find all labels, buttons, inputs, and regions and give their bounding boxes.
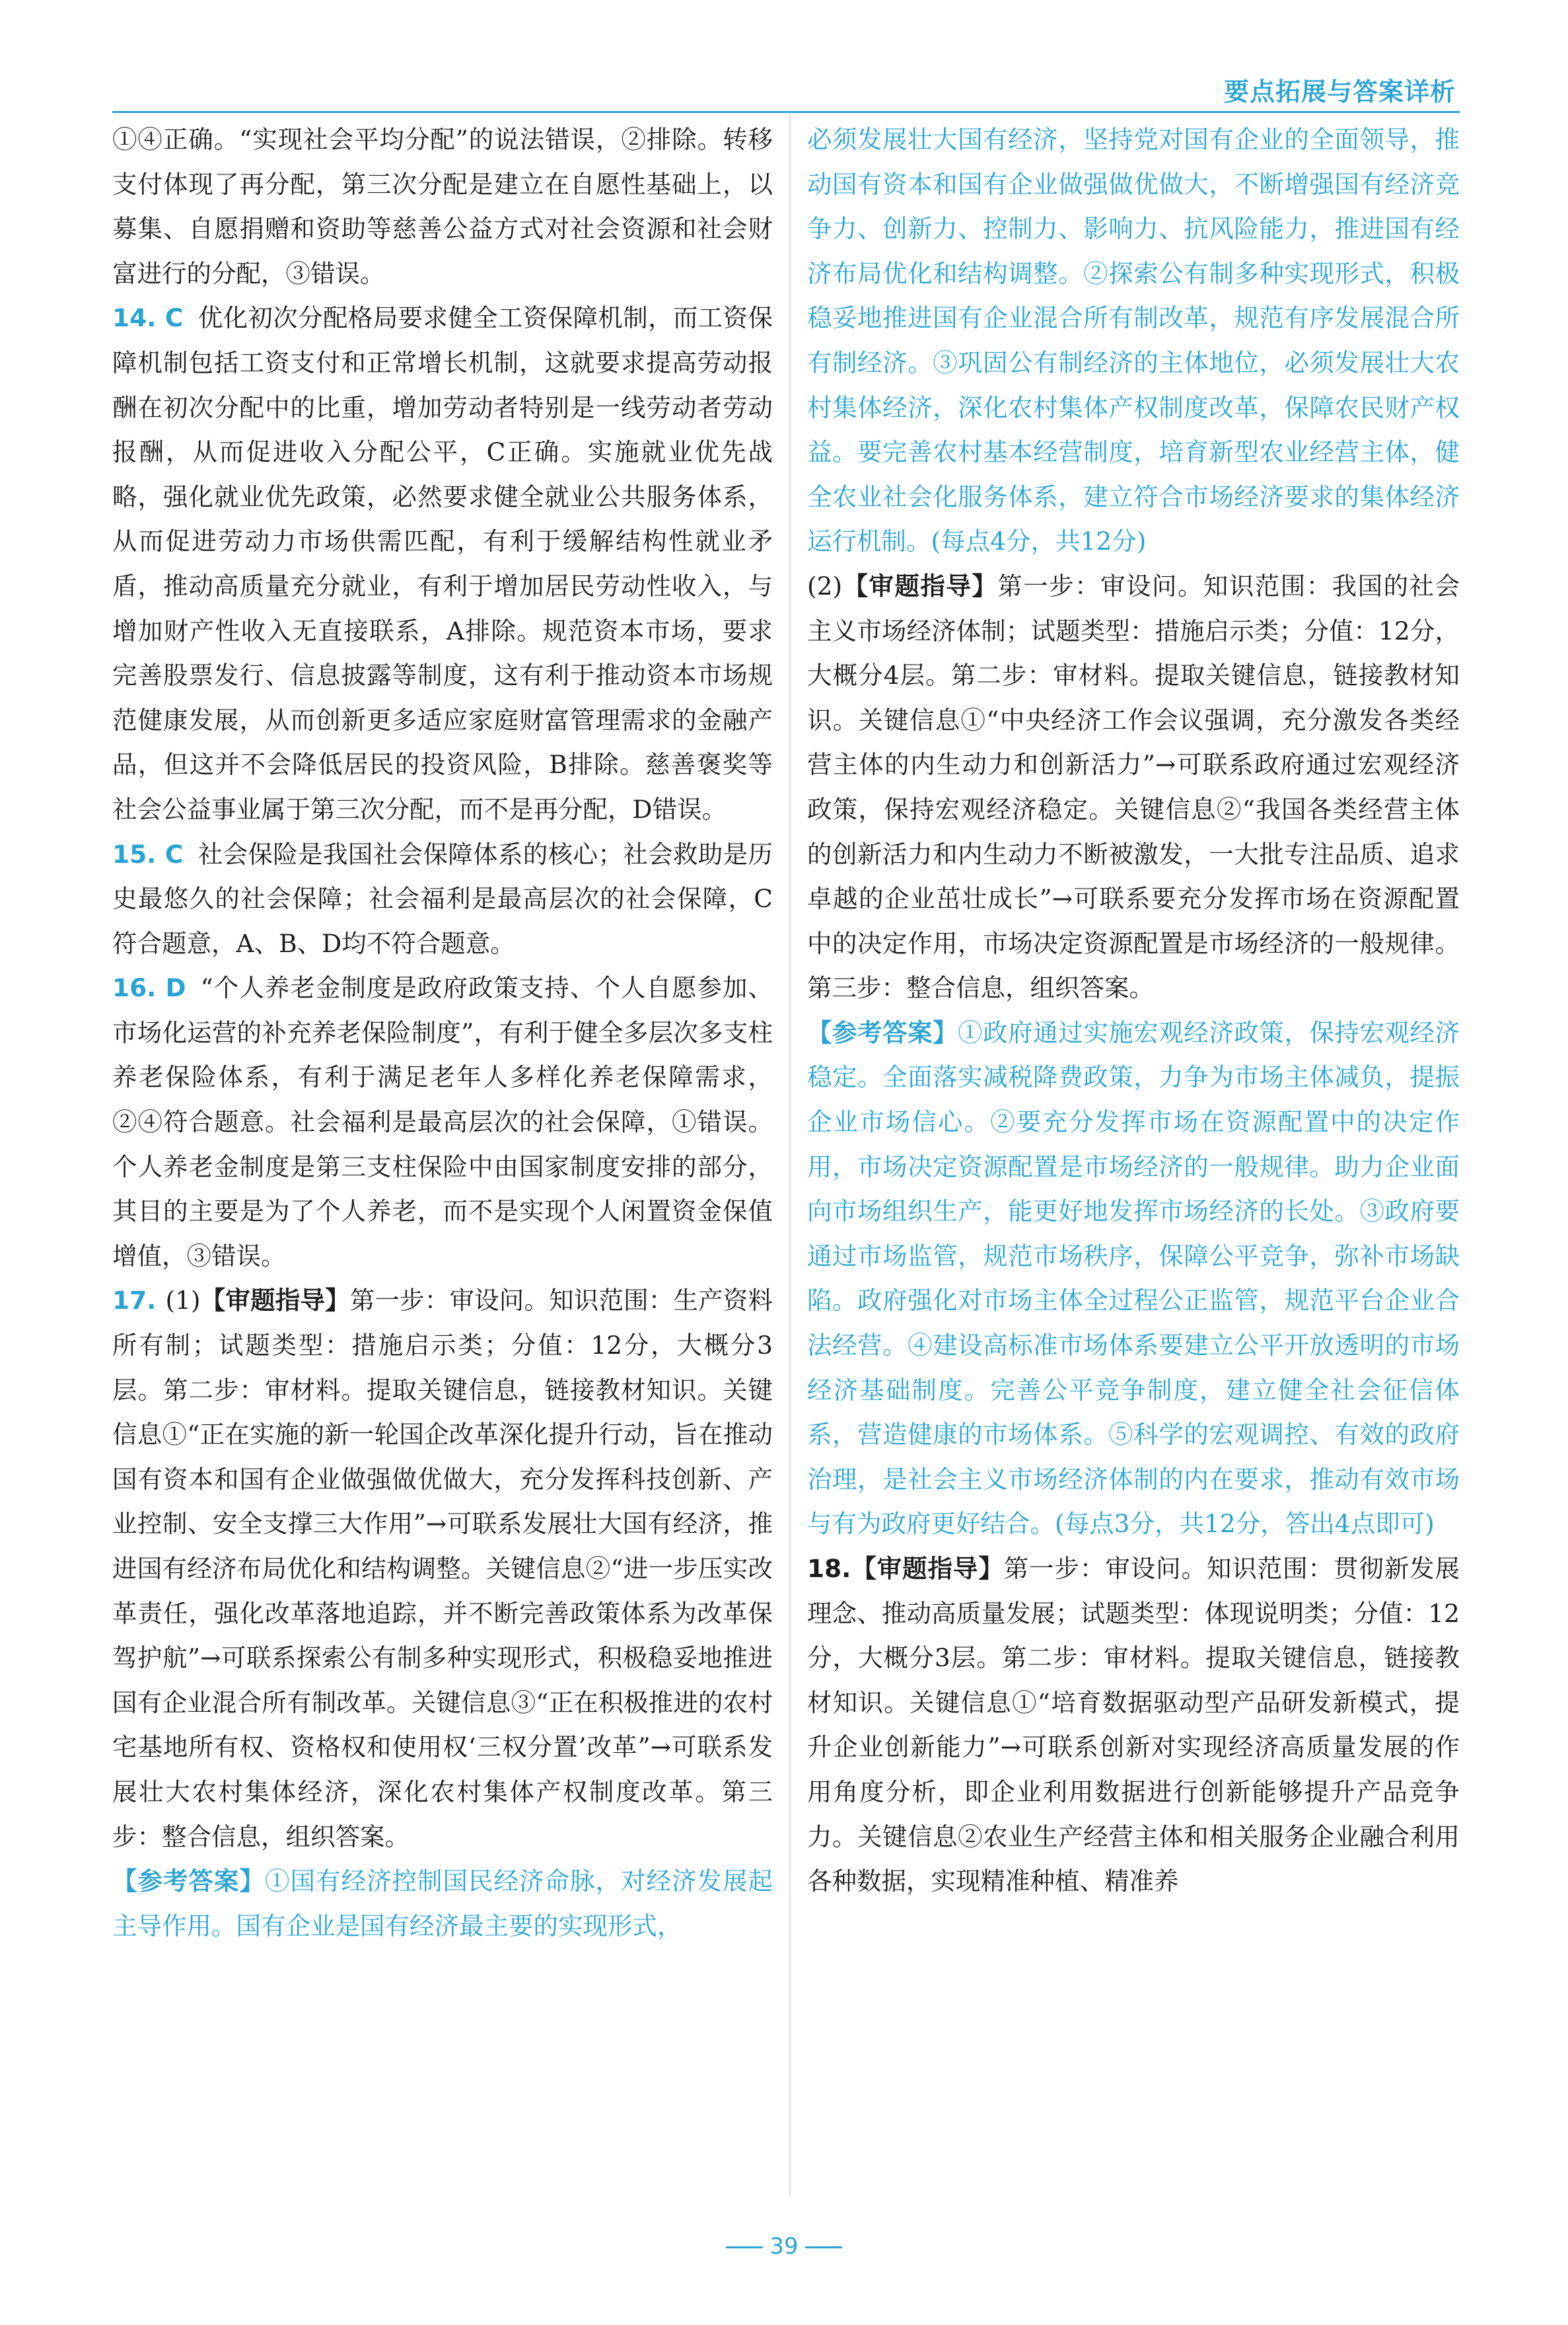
page-number-footer <box>0 2233 1568 2260</box>
question-text: 优化初次分配格局要求健全工资保障机制，而工资保障机制包括工资支付和正常增长机制，这就要求提高劳动报酬在初次分配中的比重，增加劳动者特别是一线劳动者劳动报酬，从而促进收入分配公平，C正确。实施就业优先战略，强化就业优先政策，必然要求健全就业公共服务体系，从而促进劳动力市场供需匹配，有利于缓解结构性就业矛盾，推动高质量充分就业，有利于增加居民劳动性收入，与增加财产性收入无直接联系，A排除。规范资本市场，要求完善股票发行、信息披露等制度，这有利于推动资本市场规范健康发展，从而创新更多适应家庭财富管理需求的金融产品，但这并不会降低居民的投资风险，B排除。慈善褒奖等社会公益事业属于第三次分配，而不是再分配，D错误。 <box>112 303 773 824</box>
guide-tag: 【审题指导】 <box>851 1554 1004 1583</box>
question-number: 18. <box>807 1554 851 1583</box>
question-17-2 <box>807 564 1460 1011</box>
question-17 <box>112 1278 773 1859</box>
guide-text: 第一步：审设问。知识范围：生产资料所有制；试题类型：措施启示类；分值：12分，大概分3层。第二步：审材料。提取关键信息，链接教材知识。关键信息①“正在实施的新一轮国企改革深化提升行动，旨在推动国有资本和国有企业做强做优做大，充分发挥科技创新、产业控制、安全支撑三大作用”→可联系发展壮大国有经济，推进国有经济布局优化和结构调整。关键信息②“进一步压实改革责任，强化改革落地追踪，并不断完善政策体系为改革保驾护航”→可联系探索公有制多种实现形式，积极稳妥地推进国有企业混合所有制改革。关键信息③“正在积极推进的农村宅基地所有权、资格权和使用权‘三权分置’改革”→可联系发展壮大农村集体经济，深化农村集体产权制度改革。第三步：整合信息，组织答案。 <box>112 1286 773 1851</box>
question-14 <box>112 296 773 832</box>
question-number: 14. C <box>112 303 184 333</box>
question-18 <box>807 1547 1460 1904</box>
header-rule <box>112 111 1460 113</box>
column-divider <box>789 114 791 2195</box>
arrow-right-icon <box>726 2246 763 2248</box>
answer-text: ①政府通过实施宏观经济政策，保持宏观经济稳定。全面落实减税降费政策，力争为市场主体减负，提振企业市场信心。②要充分发挥市场在资源配置中的决定作用，市场决定资源配置是市场经济的一般规律。助力企业面向市场组织生产，能更好地发挥市场经济的长处。③政府要通过市场监管，规范市场秩序，保障公平竞争，弥补市场缺陷。政府强化对市场主体全过程公正监管，规范平台企业合法经营。④建设高标准市场体系要建立公平开放透明的市场经济基础制度。完善公平竞争制度，建立健全社会征信体系，营造健康的市场体系。⑤科学的宏观调控、有效的政府治理，是社会主义市场经济体制的内在要求，推动有效市场与有为政府更好结合。(每点3分，共12分，答出4点即可) <box>807 1017 1460 1539</box>
answer-17-1 <box>112 1859 773 1948</box>
question-number: 17. <box>112 1286 157 1315</box>
answer-tag: 【参考答案】 <box>112 1866 265 1896</box>
question-number: 15. C <box>112 839 184 869</box>
question-text: “个人养老金制度是政府政策支持、个人自愿参加、市场化运营的补充养老保险制度”，有利于健全多层次多支柱养老保险体系，有利于满足老年人多样化养老保障需求，②④符合题意。社会福利是最高层次的社会保障，①错误。个人养老金制度是第三支柱保险中由国家制度安排的部分，其目的主要是为了个人养老，而不是实现个人闲置资金保值增值，③错误。 <box>112 973 773 1271</box>
question-16 <box>112 966 773 1278</box>
guide-text: 第一步：审设问。知识范围：我国的社会主义市场经济体制；试题类型：措施启示类；分值：12分，大概分4层。第二步：审材料。提取关键信息，链接教材知识。关键信息①“中央经济工作会议强调，充分激发各类经营主体的内生动力和创新活力”→可联系政府通过宏观经济政策，保持宏观经济稳定。关键信息②“我国各类经营主体的创新活力和内生动力不断被激发，一大批专注品质、追求卓越的企业茁壮成长”→可联系要充分发挥市场在资源配置中的决定作用，市场决定资源配置是市场经济的一般规律。第三步：整合信息，组织答案。 <box>807 571 1460 1003</box>
answer-text: ①国有经济控制国民经济命脉，对经济发展起主导作用。国有企业是国有经济最主要的实现形式， <box>112 1866 773 1940</box>
arrow-left-icon <box>805 2246 842 2248</box>
question-number: 16. D <box>112 973 186 1003</box>
guide-text: 第一步：审设问。知识范围：贯彻新发展理念、推动高质量发展；试题类型：体现说明类；分值：12分，大概分3层。第二步：审材料。提取关键信息，链接教材知识。关键信息①“培育数据驱动型产品研发新模式，提升企业创新能力”→可联系创新对实现经济高质量发展的作用角度分析，即企业利用数据进行创新能够提升产品竞争力。关键信息②农业生产经营主体和相关服务企业融合利用各种数据，实现精准种植、精准养 <box>807 1554 1460 1896</box>
guide-tag: 【审题指导】 <box>842 571 998 601</box>
sub-number: (2) <box>807 571 843 601</box>
sub-number: (1) <box>165 1286 201 1315</box>
header-title: 要点拓展与答案详析 <box>1223 77 1456 106</box>
question-text: 社会保险是我国社会保障体系的核心；社会救助是历史最悠久的社会保障；社会福利是最高层次的社会保障，C符合题意，A、B、D均不符合题意。 <box>112 839 773 958</box>
right-column <box>807 118 1460 1904</box>
left-column <box>112 118 773 1948</box>
answer-tag: 【参考答案】 <box>807 1017 958 1047</box>
answer-17-1-cont: 必须发展壮大国有经济，坚持党对国有企业的全面领导，推动国有资本和国有企业做强做优做大，不断增强国有经济竞争力、创新力、控制力、影响力、抗风险能力，推进国有经济布局优化和结构调整。②探索公有制多种实现形式，积极稳妥地推进国有企业混合所有制改革，规范有序发展混合所有制经济。③巩固公有制经济的主体地位，必须发展壮大农村集体经济，深化农村集体产权制度改革，保障农民财产权益。要完善农村基本经营制度，培育新型农业经营主体，健全农业社会化服务体系，建立符合市场经济要求的集体经济运行机制。(每点4分，共12分) <box>807 125 1460 556</box>
paragraph-q13-cont: ①④正确。“实现社会平均分配”的说法错误，②排除。转移支付体现了再分配，第三次分配是建立在自愿性基础上，以募集、自愿捐赠和资助等慈善公益方式对社会资源和社会财富进行的分配，③错误。 <box>112 125 773 288</box>
answer-17-2 <box>807 1011 1460 1547</box>
guide-tag: 【审题指导】 <box>200 1286 350 1315</box>
question-15 <box>112 832 773 967</box>
page-number: 39 <box>769 2233 799 2260</box>
